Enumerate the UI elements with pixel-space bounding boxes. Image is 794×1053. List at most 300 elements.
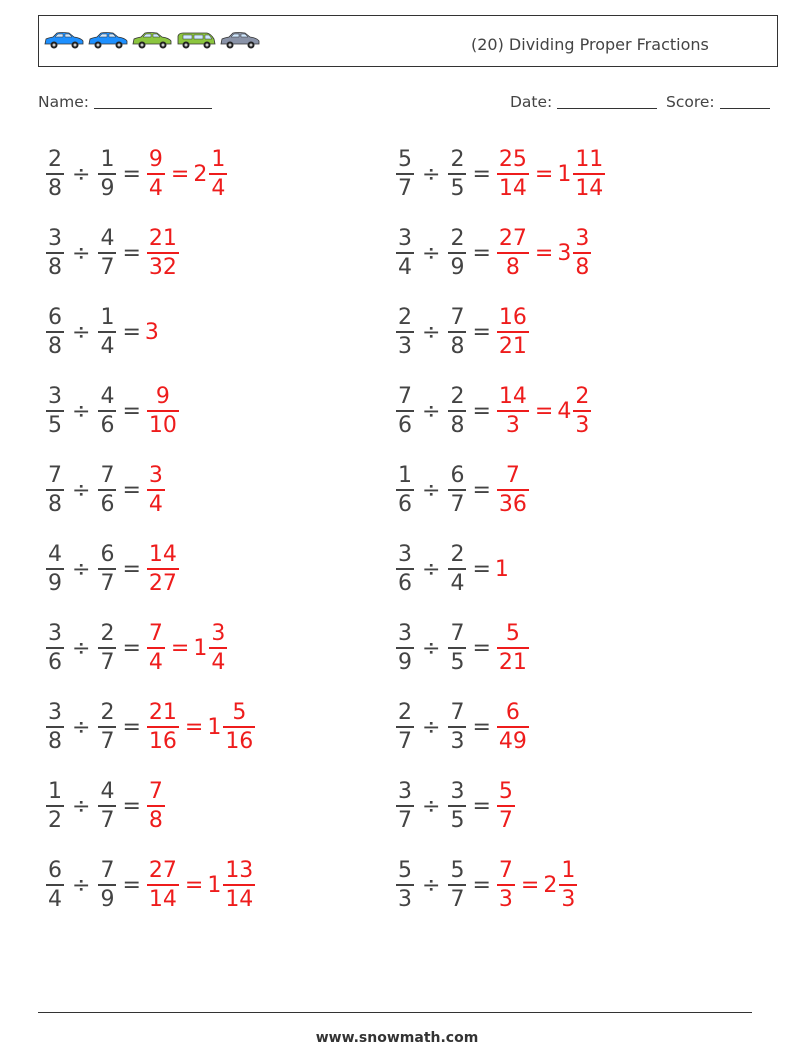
numerator: 5 [398, 146, 412, 172]
mixed-fraction [223, 857, 255, 912]
answer-fraction [147, 383, 179, 438]
answer-fraction [497, 146, 529, 201]
denominator: 4 [100, 333, 115, 359]
problem-item [44, 458, 167, 522]
equals-sign: = [122, 477, 141, 503]
answer [495, 778, 517, 833]
numerator: 2 [48, 146, 62, 172]
problem-item [44, 300, 159, 364]
numerator: 9 [148, 146, 163, 172]
denominator: 9 [398, 649, 412, 675]
numerator: 7 [450, 304, 465, 330]
denominator: 8 [48, 254, 62, 280]
answer [495, 620, 531, 675]
divisor-fraction [98, 225, 116, 280]
divide-symbol: ÷ [422, 240, 441, 266]
denominator: 6 [398, 412, 412, 438]
numerator: 25 [498, 146, 527, 172]
problem-item [394, 300, 531, 364]
car-gray-icon [219, 30, 261, 50]
dividend-fraction [396, 462, 414, 517]
equals-sign: = [472, 872, 491, 898]
dividend-fraction [396, 383, 414, 438]
equals-sign: = [122, 635, 141, 661]
denominator: 16 [225, 728, 254, 754]
problem-item [394, 142, 607, 206]
numerator: 9 [155, 383, 170, 409]
denominator: 4 [148, 649, 163, 675]
numerator: 4 [100, 778, 115, 804]
mixed-whole-number: 1 [193, 635, 208, 661]
numerator: 2 [450, 225, 465, 251]
numerator: 7 [450, 620, 465, 646]
equals-sign: = [520, 872, 540, 898]
numerator: 4 [100, 383, 115, 409]
denominator: 21 [498, 649, 527, 675]
dividend-fraction [46, 225, 64, 280]
denominator: 4 [211, 649, 226, 675]
denominator: 7 [100, 570, 115, 596]
problem-item [44, 853, 257, 917]
equals-sign: = [534, 161, 554, 187]
dividend-fraction [396, 699, 414, 754]
date-label: Date: [510, 93, 553, 111]
equals-sign: = [184, 872, 204, 898]
divide-symbol: ÷ [422, 398, 441, 424]
mixed-fraction [209, 620, 227, 675]
equals-sign: = [122, 240, 141, 266]
numerator: 2 [575, 383, 590, 409]
denominator: 3 [498, 886, 513, 912]
footer-site: www.snowmath.com [315, 1030, 479, 1046]
answer [495, 383, 593, 438]
numerator: 3 [148, 462, 163, 488]
problem-item [44, 221, 181, 285]
divide-symbol: ÷ [422, 161, 441, 187]
numerator: 6 [48, 304, 62, 330]
numerator: 27 [148, 857, 177, 883]
numerator: 1 [211, 146, 226, 172]
numerator: 7 [148, 778, 163, 804]
numerator: 7 [100, 462, 115, 488]
numerator: 7 [498, 857, 513, 883]
divide-symbol: ÷ [72, 398, 91, 424]
numerator: 1 [398, 462, 412, 488]
dividend-fraction [396, 620, 414, 675]
denominator: 4 [48, 886, 62, 912]
mixed-fraction [209, 146, 227, 201]
equals-sign: = [122, 161, 141, 187]
denominator: 3 [561, 886, 576, 912]
numerator: 3 [48, 699, 62, 725]
denominator: 49 [498, 728, 527, 754]
denominator: 14 [225, 886, 254, 912]
equals-sign: = [170, 635, 190, 661]
denominator: 8 [48, 728, 62, 754]
divisor-fraction [98, 620, 116, 675]
mixed-whole-number: 1 [207, 714, 222, 740]
numerator: 6 [100, 541, 115, 567]
worksheet-title: (20) Dividing Proper Fractions [471, 35, 709, 54]
dividend-fraction [46, 620, 64, 675]
equals-sign: = [170, 161, 190, 187]
denominator: 7 [398, 807, 412, 833]
mixed-whole-number: 1 [207, 872, 222, 898]
denominator: 4 [398, 254, 412, 280]
mixed-whole-number: 4 [557, 398, 572, 424]
divide-symbol: ÷ [422, 872, 441, 898]
denominator: 8 [148, 807, 163, 833]
divisor-fraction [448, 383, 466, 438]
divide-symbol: ÷ [72, 556, 91, 582]
numerator: 5 [398, 857, 412, 883]
dividend-fraction [396, 304, 414, 359]
denominator: 6 [398, 570, 412, 596]
dividend-fraction [396, 541, 414, 596]
divisor-fraction [448, 304, 466, 359]
mixed-whole-number: 1 [557, 161, 572, 187]
numerator: 7 [450, 699, 465, 725]
divisor-fraction [98, 541, 116, 596]
dividend-fraction [46, 304, 64, 359]
answer [495, 225, 593, 280]
divide-symbol: ÷ [72, 319, 91, 345]
denominator: 4 [211, 175, 226, 201]
answer-fraction [147, 778, 165, 833]
numerator: 2 [450, 146, 465, 172]
answer [145, 778, 167, 833]
denominator: 7 [100, 728, 115, 754]
dividend-fraction [46, 699, 64, 754]
dividend-fraction [396, 857, 414, 912]
equals-sign: = [472, 477, 491, 503]
numerator: 13 [225, 857, 254, 883]
mixed-fraction [573, 383, 591, 438]
answer-fraction [147, 857, 179, 912]
divisor-fraction [448, 699, 466, 754]
divide-symbol: ÷ [422, 477, 441, 503]
equals-sign: = [122, 319, 141, 345]
denominator: 8 [48, 491, 62, 517]
date-blank [557, 94, 657, 109]
equals-sign: = [184, 714, 204, 740]
divisor-fraction [448, 857, 466, 912]
denominator: 5 [450, 649, 465, 675]
mixed-fraction [223, 699, 255, 754]
numerator: 4 [100, 225, 115, 251]
dividend-fraction [46, 146, 64, 201]
problem-item [394, 616, 531, 680]
numerator: 1 [100, 146, 115, 172]
numerator: 3 [398, 541, 412, 567]
denominator: 2 [48, 807, 62, 833]
equals-sign: = [122, 793, 141, 819]
numerator: 5 [498, 778, 513, 804]
equals-sign: = [534, 240, 554, 266]
answer [495, 304, 531, 359]
divide-symbol: ÷ [72, 714, 91, 740]
answer-fraction [497, 778, 515, 833]
numerator: 6 [450, 462, 465, 488]
problem-item [44, 379, 181, 443]
numerator: 7 [148, 620, 163, 646]
problem-item [394, 774, 517, 838]
numerator: 7 [398, 383, 412, 409]
name-label: Name: [38, 93, 89, 111]
denominator: 7 [450, 491, 465, 517]
numerator: 11 [575, 146, 604, 172]
equals-sign: = [534, 398, 554, 424]
divisor-fraction [448, 146, 466, 201]
footer-divider [38, 1012, 752, 1013]
equals-sign: = [472, 319, 491, 345]
equals-sign: = [122, 398, 141, 424]
numerator: 3 [398, 620, 412, 646]
numerator: 7 [48, 462, 62, 488]
answer-fraction [147, 462, 165, 517]
divide-symbol: ÷ [72, 635, 91, 661]
divide-symbol: ÷ [422, 714, 441, 740]
score-field [666, 93, 770, 111]
denominator: 3 [450, 728, 465, 754]
denominator: 7 [398, 175, 412, 201]
car-blue-icon [43, 30, 85, 50]
divide-symbol: ÷ [422, 319, 441, 345]
denominator: 9 [100, 175, 115, 201]
dividend-fraction [396, 225, 414, 280]
denominator: 14 [148, 886, 177, 912]
denominator: 27 [148, 570, 177, 596]
numerator: 14 [148, 541, 177, 567]
denominator: 6 [398, 491, 412, 517]
numerator: 1 [561, 857, 576, 883]
numerator: 3 [398, 778, 412, 804]
numerator: 2 [450, 541, 465, 567]
denominator: 9 [100, 886, 115, 912]
problem-item [44, 774, 167, 838]
numerator: 3 [48, 383, 62, 409]
answer-fraction [497, 462, 529, 517]
dividend-fraction [46, 778, 64, 833]
denominator: 3 [575, 412, 590, 438]
numerator: 21 [148, 225, 177, 251]
numerator: 3 [48, 620, 62, 646]
denominator: 7 [498, 807, 513, 833]
denominator: 5 [450, 807, 465, 833]
problem-item [44, 537, 181, 601]
divide-symbol: ÷ [422, 635, 441, 661]
answer [495, 146, 607, 201]
problem-item [394, 221, 593, 285]
numerator: 3 [211, 620, 226, 646]
answer [145, 146, 229, 201]
numerator: 7 [100, 857, 115, 883]
answer-fraction [497, 383, 529, 438]
answer-fraction [497, 857, 515, 912]
denominator: 7 [450, 886, 465, 912]
equals-sign: = [472, 161, 491, 187]
equals-sign: = [472, 556, 491, 582]
denominator: 8 [48, 175, 62, 201]
answer-fraction [497, 699, 529, 754]
equals-sign: = [122, 714, 141, 740]
denominator: 9 [450, 254, 465, 280]
answer [145, 699, 257, 754]
divisor-fraction [448, 225, 466, 280]
car-blue-icon [87, 30, 129, 50]
denominator: 3 [398, 886, 412, 912]
answer-fraction [147, 146, 165, 201]
answer [145, 462, 167, 517]
mixed-fraction [573, 225, 591, 280]
divisor-fraction [448, 620, 466, 675]
denominator: 8 [575, 254, 590, 280]
divide-symbol: ÷ [72, 793, 91, 819]
problem-item [394, 537, 509, 601]
numerator: 2 [450, 383, 465, 409]
denominator: 3 [398, 333, 412, 359]
dividend-fraction [46, 857, 64, 912]
divisor-fraction [98, 857, 116, 912]
problem-item [44, 616, 229, 680]
denominator: 16 [148, 728, 177, 754]
dividend-fraction [46, 541, 64, 596]
denominator: 14 [498, 175, 527, 201]
denominator: 4 [450, 570, 465, 596]
score-blank [720, 94, 770, 109]
answer-integer: 1 [494, 556, 509, 582]
denominator: 7 [398, 728, 412, 754]
numerator: 14 [498, 383, 527, 409]
divide-symbol: ÷ [72, 161, 91, 187]
dividend-fraction [46, 462, 64, 517]
numerator: 3 [398, 225, 412, 251]
divisor-fraction [98, 462, 116, 517]
equals-sign: = [472, 793, 491, 819]
denominator: 7 [100, 807, 115, 833]
denominator: 6 [48, 649, 62, 675]
divisor-fraction [448, 541, 466, 596]
denominator: 10 [148, 412, 177, 438]
divisor-fraction [98, 146, 116, 201]
denominator: 3 [505, 412, 520, 438]
divisor-fraction [98, 304, 116, 359]
mixed-whole-number: 2 [193, 161, 208, 187]
mixed-fraction [559, 857, 577, 912]
dividend-fraction [396, 778, 414, 833]
problem-item [44, 695, 257, 759]
divisor-fraction [98, 699, 116, 754]
denominator: 6 [100, 491, 115, 517]
date-field [510, 93, 657, 111]
equals-sign: = [122, 556, 141, 582]
denominator: 7 [100, 649, 115, 675]
numerator: 2 [100, 620, 115, 646]
equals-sign: = [472, 398, 491, 424]
car-green-icon [131, 30, 173, 50]
divisor-fraction [448, 778, 466, 833]
equals-sign: = [472, 635, 491, 661]
numerator: 5 [232, 699, 247, 725]
problem-item [394, 853, 579, 917]
equals-sign: = [472, 240, 491, 266]
numerator: 6 [505, 699, 520, 725]
numerator: 21 [148, 699, 177, 725]
denominator: 9 [48, 570, 62, 596]
divide-symbol: ÷ [422, 793, 441, 819]
denominator: 4 [148, 175, 163, 201]
mixed-whole-number: 3 [557, 240, 572, 266]
divisor-fraction [98, 383, 116, 438]
equals-sign: = [122, 872, 141, 898]
numerator: 16 [498, 304, 527, 330]
problem-item [394, 379, 593, 443]
answer [145, 541, 181, 596]
numerator: 27 [498, 225, 527, 251]
answer [145, 225, 181, 280]
car-banner [43, 30, 261, 50]
dividend-fraction [396, 146, 414, 201]
denominator: 32 [148, 254, 177, 280]
denominator: 7 [100, 254, 115, 280]
van-green-icon [175, 30, 217, 50]
denominator: 6 [100, 412, 115, 438]
denominator: 5 [450, 175, 465, 201]
answer-fraction [147, 620, 165, 675]
score-label: Score: [666, 93, 715, 111]
problem-item [394, 458, 531, 522]
answer [495, 857, 579, 912]
divide-symbol: ÷ [72, 240, 91, 266]
equals-sign: = [472, 714, 491, 740]
answer-fraction [497, 225, 529, 280]
answer-fraction [147, 225, 179, 280]
answer [495, 462, 531, 517]
name-field [38, 93, 212, 111]
numerator: 2 [398, 304, 412, 330]
answer [145, 620, 229, 675]
numerator: 7 [505, 462, 520, 488]
divisor-fraction [98, 778, 116, 833]
numerator: 5 [505, 620, 520, 646]
denominator: 14 [575, 175, 604, 201]
numerator: 2 [100, 699, 115, 725]
answer-fraction [147, 541, 179, 596]
answer [495, 557, 509, 582]
numerator: 6 [48, 857, 62, 883]
numerator: 3 [450, 778, 465, 804]
denominator: 8 [450, 412, 465, 438]
numerator: 2 [398, 699, 412, 725]
numerator: 3 [48, 225, 62, 251]
divide-symbol: ÷ [72, 477, 91, 503]
problem-item [394, 695, 531, 759]
denominator: 8 [450, 333, 465, 359]
divide-symbol: ÷ [422, 556, 441, 582]
denominator: 8 [48, 333, 62, 359]
denominator: 4 [148, 491, 163, 517]
answer [145, 857, 257, 912]
answer-integer: 3 [144, 319, 159, 345]
answer-fraction [497, 304, 529, 359]
worksheet-header [38, 15, 778, 67]
numerator: 5 [450, 857, 465, 883]
name-blank [94, 94, 212, 109]
problem-item [44, 142, 229, 206]
answer [495, 699, 531, 754]
numerator: 4 [48, 541, 62, 567]
denominator: 8 [505, 254, 520, 280]
